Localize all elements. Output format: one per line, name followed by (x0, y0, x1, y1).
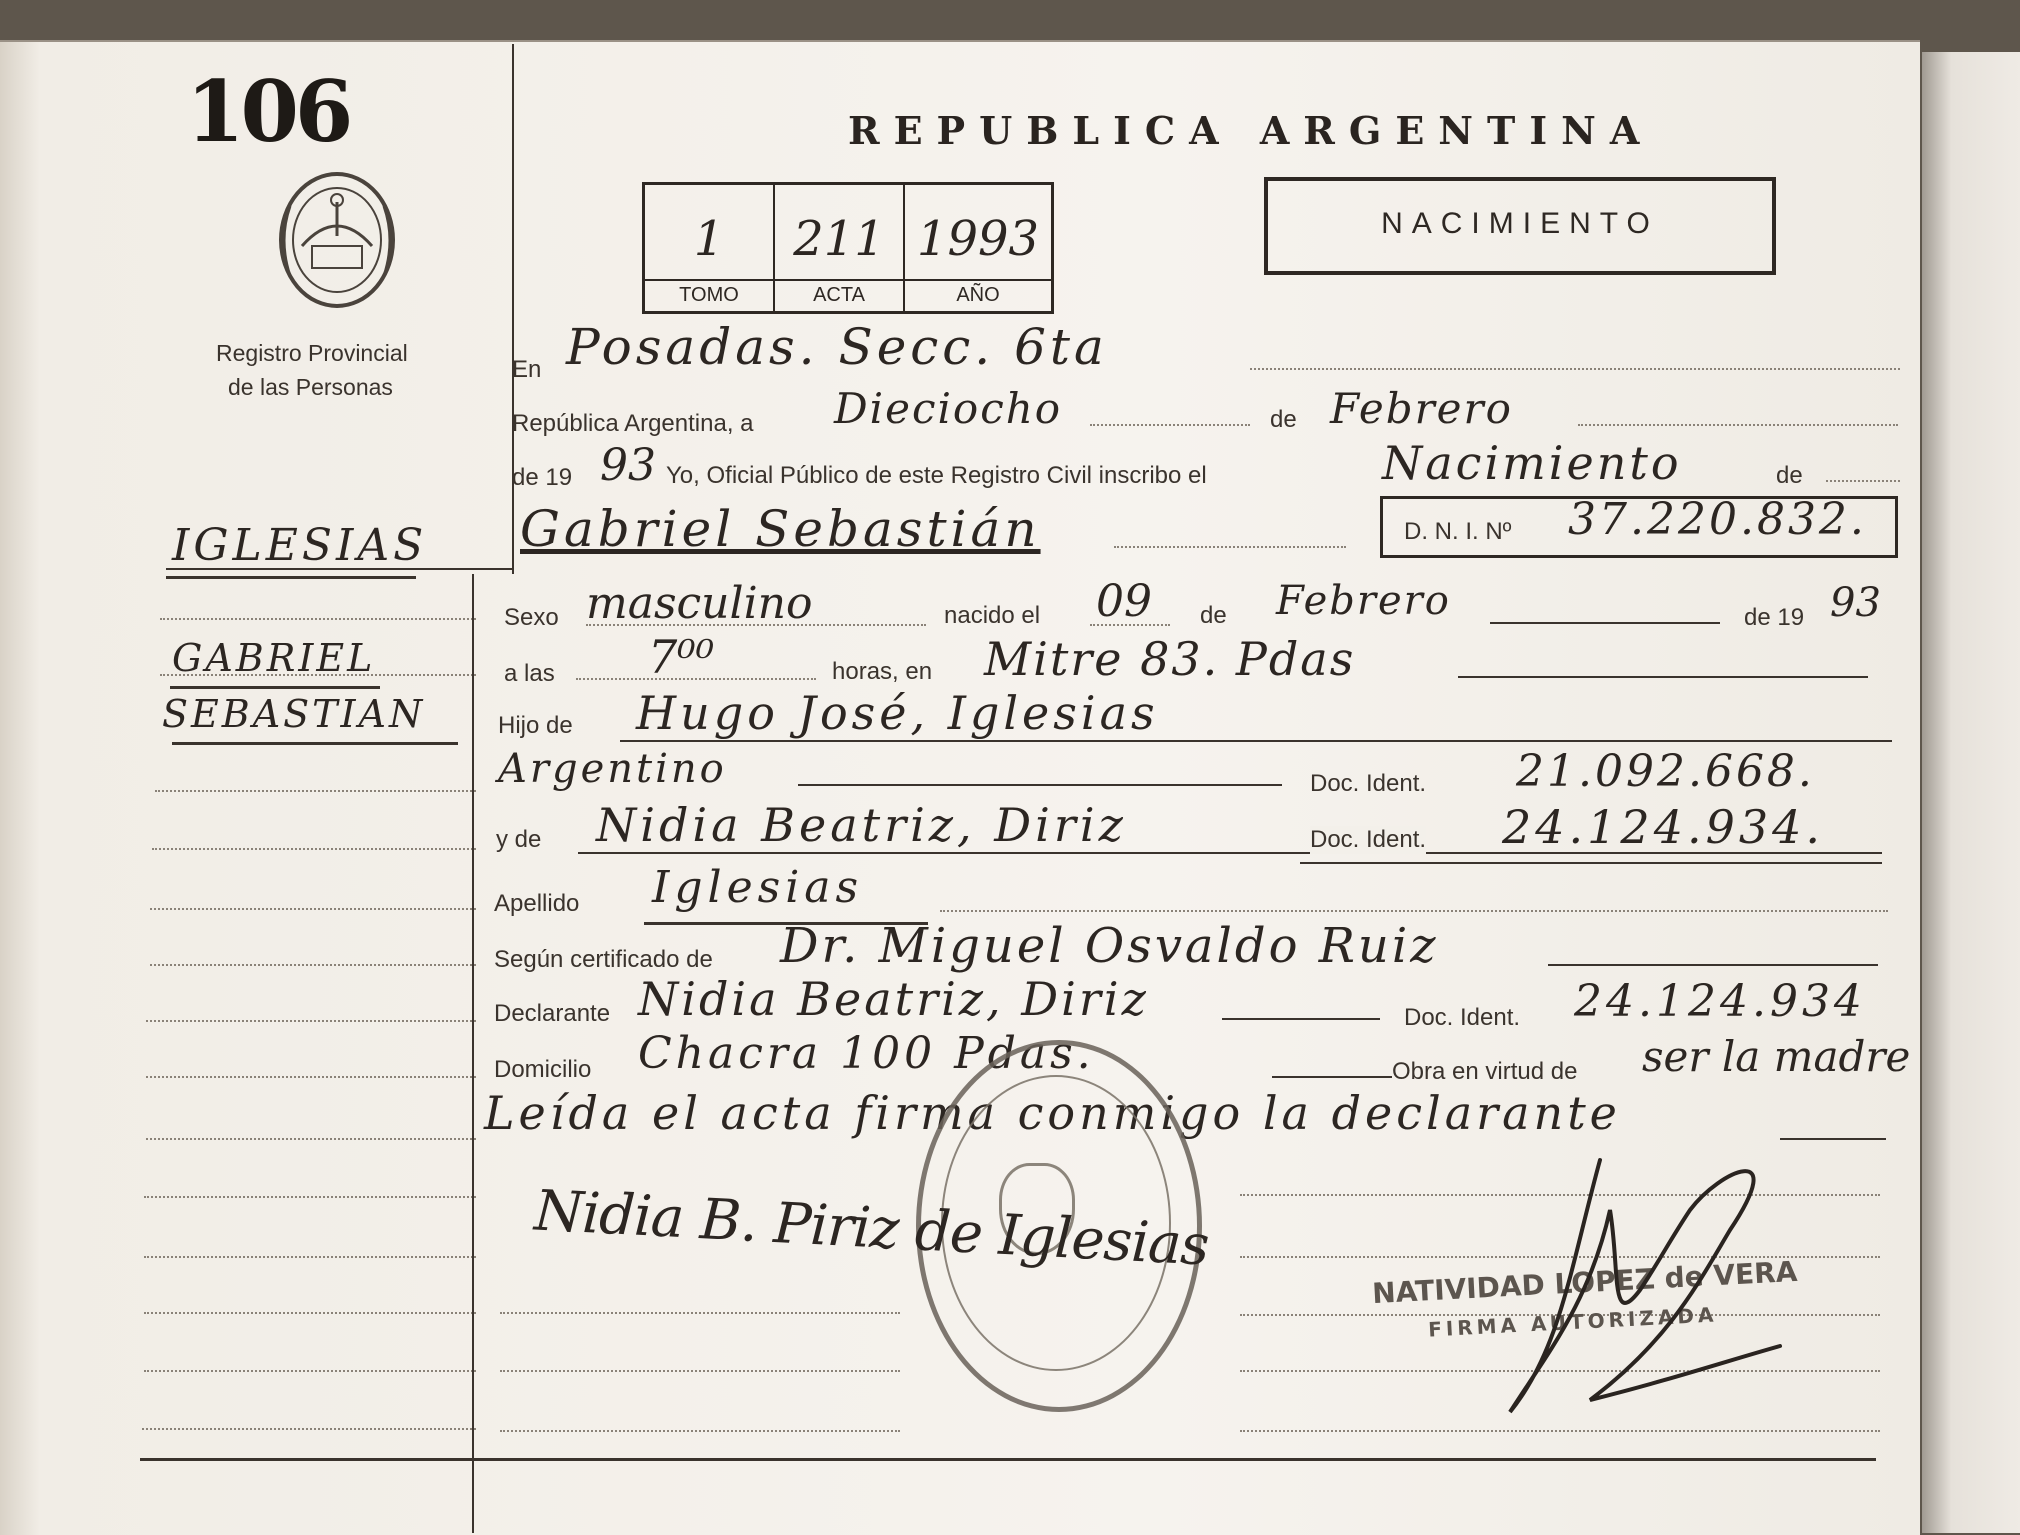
official-signature-icon (1490, 1150, 1790, 1420)
margin-rule (155, 790, 476, 792)
declarante-doc-value: 24.124.934 (1574, 976, 1866, 1027)
doc-ident-label-declarante: Doc. Ident. (1404, 1004, 1521, 1031)
field-rule (1780, 1138, 1886, 1140)
margin-rule (160, 674, 476, 676)
margin-rule (144, 1196, 476, 1198)
margin-given1-underline (170, 686, 380, 689)
domicilio-label: Domicilio (494, 1056, 592, 1083)
margin-rule (144, 1256, 476, 1258)
act-type-box (1264, 177, 1776, 275)
margin-surname: IGLESIAS (172, 520, 428, 571)
ano-value: 1993 (916, 211, 1040, 267)
place-value: Posadas. Secc. 6ta (566, 318, 1108, 376)
ano-label: AÑO (956, 284, 1000, 306)
field-rule (1272, 1076, 1392, 1078)
father-rule (620, 740, 1892, 742)
mother-doc-value: 24.124.934. (1502, 800, 1824, 854)
acta-cell (775, 185, 905, 311)
bottom-rule (140, 1458, 1876, 1461)
de-label: de (1270, 406, 1297, 433)
de-label-3: de (1200, 602, 1227, 629)
margin-rule (142, 1428, 476, 1430)
obra-value: ser la madre (1642, 1032, 1911, 1081)
tomo-value: 1 (693, 211, 725, 267)
field-rule (1090, 624, 1170, 626)
apellido-value: Iglesias (652, 862, 864, 913)
field-rule (1578, 424, 1898, 426)
margin-given-name-2: SEBASTIAN (162, 692, 426, 736)
margin-rule (160, 618, 476, 620)
field-rule (586, 624, 926, 626)
month-value: Febrero (1330, 384, 1513, 433)
facing-page-edge (1922, 52, 2020, 1533)
margin-rule (144, 1312, 476, 1314)
margin-rule (150, 908, 476, 910)
year-prefix: de 19 (512, 464, 573, 491)
child-name-value: Gabriel Sebastián (520, 500, 1041, 558)
margin-rule (146, 1076, 476, 1078)
tomo-label: TOMO (679, 284, 739, 306)
field-rule (1090, 424, 1250, 426)
sexo-label: Sexo (504, 604, 559, 631)
official-stamp-role: FIRMA AUTORIZADA (1427, 1302, 1718, 1342)
field-rule (1490, 622, 1720, 624)
column-divider-upper (512, 44, 514, 574)
name-row-rule (166, 568, 512, 570)
en-label: En (512, 356, 542, 383)
sexo-value: masculino (586, 578, 813, 629)
field-rule (500, 1370, 900, 1372)
day-words-value: Dieciocho (834, 384, 1063, 433)
registry-name-line2: de las Personas (228, 374, 393, 400)
field-rule (940, 910, 1888, 912)
segun-label: Según certificado de (494, 946, 713, 973)
dni-label: D. N. I. Nº (1404, 518, 1512, 545)
dni-value: 37.220.832. (1568, 494, 1867, 545)
misiones-province-crest-icon (272, 166, 402, 314)
field-rule (1458, 676, 1868, 678)
hour-value: 7⁰⁰ (648, 630, 715, 684)
margin-given2-underline (172, 742, 458, 745)
doc-ident-label-father: Doc. Ident. (1310, 770, 1427, 797)
margin-rule (152, 848, 476, 850)
year-suffix: 93 (600, 440, 656, 491)
y-de-label: y de (496, 826, 542, 853)
birth-year-prefix: de 19 (1744, 604, 1805, 631)
column-divider-lower (472, 574, 474, 1533)
obra-label: Obra en virtud de (1392, 1058, 1578, 1085)
domicilio-value: Chacra 100 Pdas. (638, 1028, 1095, 1079)
folio-number: 106 (186, 62, 350, 161)
field-rule (1222, 1018, 1380, 1020)
margin-rule (146, 1138, 476, 1140)
act-type-label: NACIMIENTO (1381, 207, 1659, 240)
declarante-value: Nidia Beatriz, Diriz (638, 972, 1149, 1026)
margin-rule (144, 1370, 476, 1372)
father-value: Hugo José, Iglesias (636, 686, 1159, 740)
birth-day-value: 09 (1096, 576, 1152, 627)
country-title: REPUBLICA ARGENTINA (848, 108, 1654, 153)
republica-label: República Argentina, a (512, 410, 754, 437)
alas-label: a las (504, 660, 555, 687)
official-stamp-name: NATIVIDAD LOPEZ de VERA (1371, 1254, 1799, 1311)
certificado-value: Dr. Miguel Osvaldo Ruiz (780, 918, 1439, 974)
margin-given-name-1: GABRIEL (172, 636, 376, 680)
field-rule (1826, 480, 1900, 482)
apellido-label: Apellido (494, 890, 580, 917)
field-rule (500, 1430, 900, 1432)
mother-doc-rule (1300, 862, 1882, 864)
hijo-label: Hijo de (498, 712, 573, 739)
margin-surname-underline (166, 576, 416, 579)
mother-value: Nidia Beatriz, Diriz (596, 798, 1127, 852)
field-rule (1548, 964, 1878, 966)
birth-month-value: Febrero (1276, 578, 1451, 624)
margin-rule (146, 1020, 476, 1022)
ano-cell (905, 185, 1051, 311)
father-doc-value: 21.092.668. (1516, 746, 1815, 797)
acta-label: ACTA (813, 284, 865, 306)
declarant-signature: Nidia B. Piriz de Iglesias (532, 1178, 1211, 1279)
field-rule (1240, 1430, 1880, 1432)
field-rule (1250, 368, 1900, 370)
doc-ident-label-mother: Doc. Ident. (1310, 826, 1427, 853)
nacido-label: nacido el (944, 602, 1041, 629)
horas-label: horas, en (832, 658, 933, 685)
act-number-table (642, 182, 1054, 314)
closing-statement: Leída el acta firma conmigo la declarante (484, 1086, 1621, 1140)
birth-year-suffix: 93 (1830, 580, 1881, 626)
oficial-text: Yo, Oficial Público de este Registro Civil inscribo el (666, 462, 1207, 489)
field-rule (798, 784, 1282, 786)
declarante-label: Declarante (494, 1000, 611, 1027)
inscribo-value: Nacimiento (1382, 436, 1682, 490)
margin-rule (150, 964, 476, 966)
registry-name-line1: Registro Provincial (216, 340, 408, 366)
field-rule (1114, 546, 1346, 548)
de-label-2: de (1776, 462, 1803, 489)
tomo-cell (645, 185, 775, 311)
field-rule (500, 1312, 900, 1314)
father-nationality-value: Argentino (498, 746, 727, 792)
acta-value: 211 (793, 211, 885, 267)
birth-place-value: Mitre 83. Pdas (984, 632, 1356, 686)
